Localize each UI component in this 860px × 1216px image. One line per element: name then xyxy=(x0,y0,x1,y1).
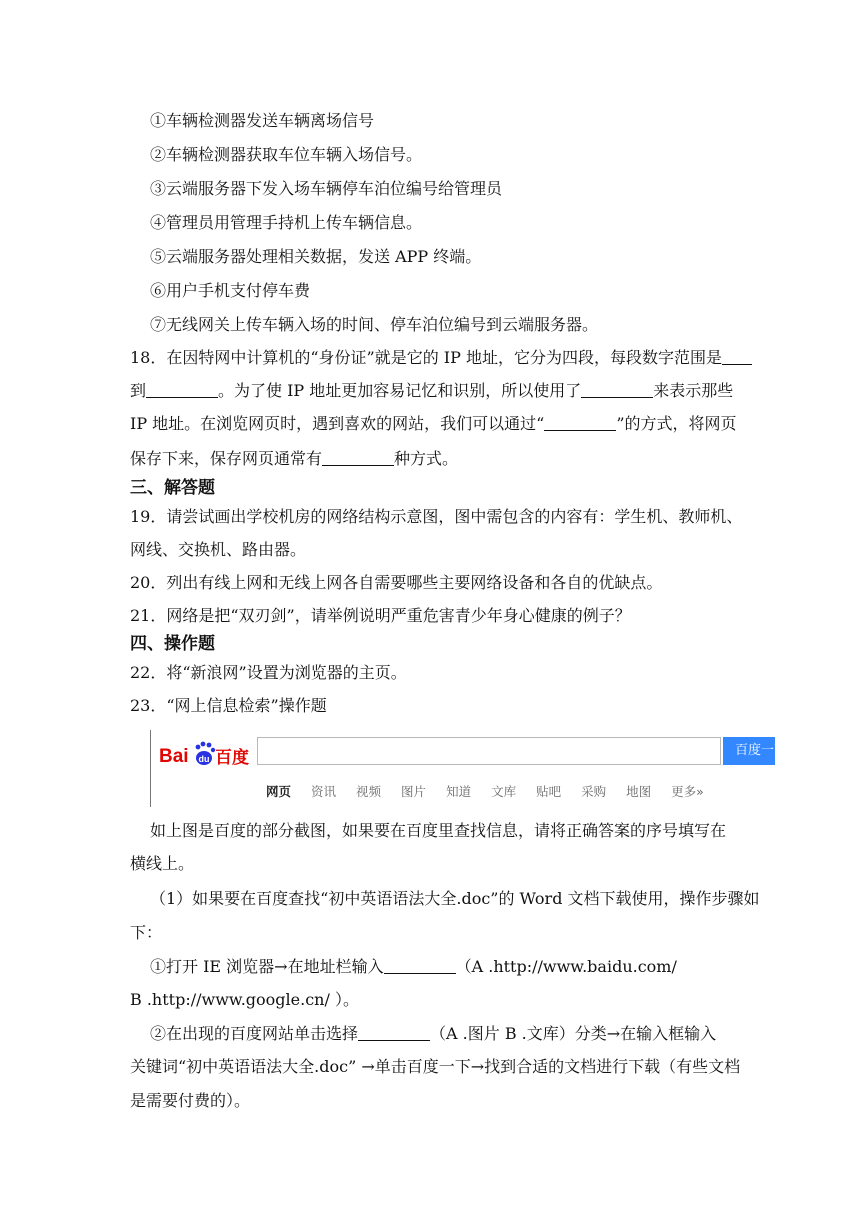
baidu-search-input[interactable] xyxy=(257,737,721,765)
svg-text:百度: 百度 xyxy=(215,748,249,768)
step-2: ②车辆检测器获取车位车辆入场信号。 xyxy=(150,145,423,164)
sub1-line-1: ①打开 IE 浏览器→在地址栏输入 （A .http://www.baidu.com/ xyxy=(150,957,677,976)
answer-blank[interactable] xyxy=(384,957,456,974)
part1-line-1: （1）如果要在百度查找“初中英语语法大全.doc”的 Word 文档下载使用，操作步骤如 xyxy=(150,889,760,908)
section-heading-4: 四、操作题 xyxy=(130,634,215,654)
answer-blank[interactable] xyxy=(322,449,394,466)
nav-map[interactable]: 地图 xyxy=(626,784,652,799)
answer-blank[interactable] xyxy=(722,348,752,365)
sub1-line-2: B .http://www.google.cn/ ）。 xyxy=(130,990,359,1009)
q19-line-1: 19．请尝试画出学校机房的网络结构示意图，图中需包含的内容有：学生机、教师机、 xyxy=(130,507,743,526)
step-7: ⑦无线网关上传车辆入场的时间、停车泊位编号到云端服务器。 xyxy=(150,315,599,334)
q18-line-4: 保存下来，保存网页通常有 种方式。 xyxy=(130,449,459,468)
sub2-line-2: 关键词“初中英语语法大全.doc” →单击百度一下→找到合适的文档进行下载（有些文档 xyxy=(130,1057,741,1076)
q18-line-1: 18．在因特网中计算机的“身份证”就是它的 IP 地址，它分为四段，每段数字范围是 xyxy=(130,348,740,368)
answer-blank[interactable] xyxy=(544,414,616,431)
desc-line-1: 如上图是百度的部分截图，如果要在百度里查找信息，请将正确答案的序号填写在 xyxy=(150,821,727,840)
nav-video[interactable]: 视频 xyxy=(356,784,382,799)
q20: 20．列出有线上网和无线上网各自需要哪些主要网络设备和各自的优缺点。 xyxy=(130,573,663,592)
nav-zhidao[interactable]: 知道 xyxy=(446,784,472,799)
step-5: ⑤云端服务器处理相关数据，发送 APP 终端。 xyxy=(150,247,482,266)
nav-webpage[interactable]: 网页 xyxy=(266,784,292,799)
sub2-line-1: ②在出现的百度网站单击选择 （A .图片 B .文库）分类→在输入框输入 xyxy=(150,1024,717,1043)
step-1: ①车辆检测器发送车辆离场信号 xyxy=(150,111,375,130)
q18-line-3: IP 地址。在浏览网页时，遇到喜欢的网站，我们可以通过“ ”的方式，将网页 xyxy=(130,414,737,433)
answer-blank[interactable] xyxy=(146,381,218,398)
desc-line-2: 横线上。 xyxy=(130,854,195,873)
nav-tieba[interactable]: 贴吧 xyxy=(536,784,562,799)
baidu-screenshot xyxy=(150,730,788,807)
nav-wenku[interactable]: 文库 xyxy=(491,784,517,799)
baidu-category-nav xyxy=(266,782,724,800)
nav-news[interactable]: 资讯 xyxy=(311,784,337,799)
baidu-search-button[interactable]: 百度一下 xyxy=(723,737,775,765)
q22: 22．将“新浪网”设置为浏览器的主页。 xyxy=(130,663,407,682)
step-4: ④管理员用管理手持机上传车辆信息。 xyxy=(150,213,423,232)
nav-images[interactable]: 图片 xyxy=(401,784,427,799)
nav-shopping[interactable]: 采购 xyxy=(581,784,607,799)
svg-text:du: du xyxy=(198,754,210,764)
answer-blank[interactable] xyxy=(581,381,653,398)
sub2-line-3: 是需要付费的）。 xyxy=(130,1091,251,1110)
q23: 23．“网上信息检索”操作题 xyxy=(130,696,327,715)
answer-blank[interactable] xyxy=(358,1024,430,1041)
step-3: ③云端服务器下发入场车辆停车泊位编号给管理员 xyxy=(150,179,503,198)
svg-text:Bai: Bai xyxy=(159,746,189,767)
q18-line-2: 到 。为了使 IP 地址更加容易记忆和识别，所以使用了 来表示那些 xyxy=(130,381,734,400)
section-heading-3: 三、解答题 xyxy=(130,478,215,498)
step-6: ⑥用户手机支付停车费 xyxy=(150,281,311,300)
nav-more[interactable]: 更多» xyxy=(671,784,704,799)
q21: 21．网络是把“双刃剑”，请举例说明严重危害青少年身心健康的例子？ xyxy=(130,606,631,625)
part1-line-2: 下： xyxy=(130,923,163,942)
baidu-logo xyxy=(159,736,251,770)
q19-line-2: 网线、交换机、路由器。 xyxy=(130,540,307,559)
